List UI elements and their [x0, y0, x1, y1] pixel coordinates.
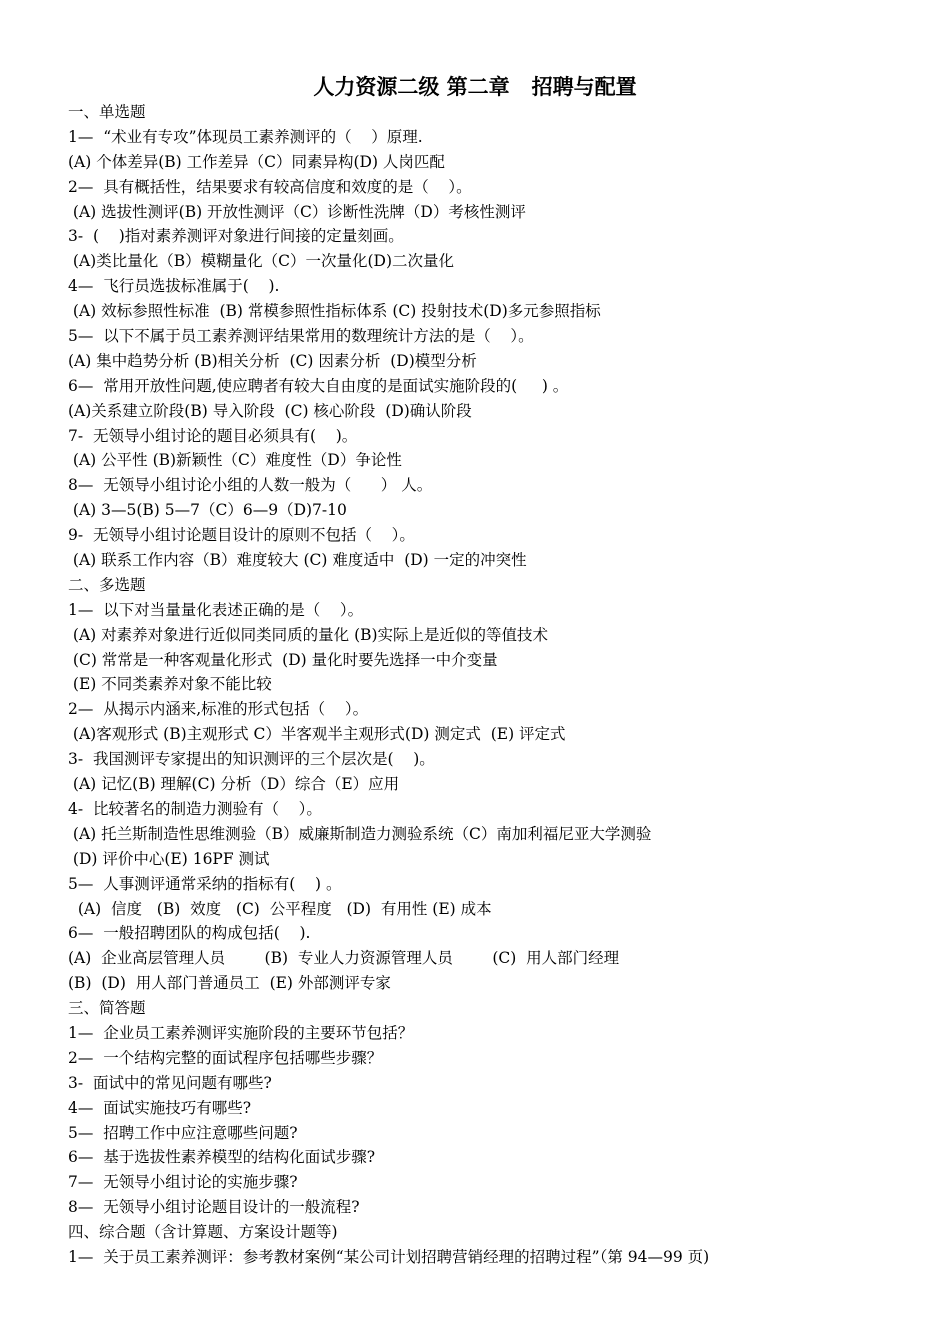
document-title: 人力资源二级 第二章 招聘与配置 [313, 75, 637, 99]
question-line: 5— 以下不属于员工素养测评结果常用的数理统计方法的是（ ）。 [68, 327, 534, 346]
question-line: 4— 飞行员选拔标准属于( ). [68, 277, 280, 296]
document-body [68, 100, 928, 1270]
question-line: 1— 企业员工素养测评实施阶段的主要环节包括？ [68, 1023, 414, 1042]
options-line: (A) 公平性 (B)新颖性（C）难度性（D）争论性 [68, 451, 402, 470]
options-line: (C) 常常是一种客观量化形式 (D) 量化时要先选择一中介变量 [68, 650, 498, 669]
question-line: 4- 比较著名的制造力测验有（ ）。 [68, 799, 322, 818]
options-line: (A) 个体差异(B) 工作差异（C）同素异构(D) 人岗匹配 [68, 152, 445, 171]
options-line: (A)类比量化（B）模糊量化（C）一次量化(D)二次量化 [68, 252, 454, 271]
question-line: 1— 关于员工素养测评：参考教材案例“某公司计划招聘营销经理的招聘过程”（第 94—99 页) [68, 1247, 710, 1266]
options-line: (E) 不同类素养对象不能比较 [68, 675, 272, 694]
section-heading: 二、多选题 [68, 575, 146, 594]
question-line: 6— 常用开放性问题,使应聘者有较大自由度的是面试实施阶段的( ) 。 [68, 376, 569, 395]
options-line: (A) 托兰斯制造性思维测验（B）威廉斯制造力测验系统（C）南加利福尼亚大学测验 [68, 824, 652, 843]
question-line: 8— 无领导小组讨论小组的人数一般为（ ） 人。 [68, 476, 433, 495]
options-line: (A) 选拔性测评(B) 开放性测评（C）诊断性洗牌（D）考核性测评 [68, 202, 526, 221]
options-line: (D) 评价中心(E) 16PF 测试 [68, 849, 270, 868]
options-line: (A) 效标参照性标准 (B) 常模参照性指标体系 (C) 投射技术(D)多元参照指标 [68, 302, 601, 321]
question-line: 3- ( )指对素养测评对象进行间接的定量刻画。 [68, 227, 404, 246]
question-line: 7- 无领导小组讨论的题目必须具有( )。 [68, 426, 358, 445]
question-line: 6— 基于选拔性素养模型的结构化面试步骤? [68, 1148, 376, 1167]
question-line: 5— 招聘工作中应注意哪些问题? [68, 1123, 298, 1142]
question-line: 7— 无领导小组讨论的实施步骤? [68, 1173, 298, 1192]
options-line: (A)客观形式 (B)主观形式 C）半客观半主观形式(D) 测定式 (E) 评定式 [68, 725, 566, 744]
options-line: (A) 3—5(B) 5—7（C）6—9（D)7-10 [68, 501, 347, 520]
question-line: 1— 以下对当量量化表述正确的是（ ）。 [68, 600, 364, 619]
question-line: 6— 一般招聘团队的构成包括( ). [68, 924, 311, 943]
question-line: 1— “术业有专攻”体现员工素养测评的（ ）原理. [68, 127, 423, 146]
options-line: (A) 联系工作内容（B）难度较大 (C) 难度适中 (D) 一定的冲突性 [68, 551, 527, 570]
question-line: 3- 面试中的常见问题有哪些? [68, 1073, 272, 1092]
question-line: 4— 面试实施技巧有哪些? [68, 1098, 252, 1117]
section-heading: 一、单选题 [68, 103, 146, 121]
options-line: (A) 企业高层管理人员 (B) 专业人力资源管理人员 (C) 用人部门经理 [68, 949, 620, 968]
options-line: (A) 信度 (B) 效度 (C) 公平程度 (D) 有用性 (E) 成本 [68, 899, 492, 918]
question-line: 9- 无领导小组讨论题目设计的原则不包括（ ）。 [68, 526, 415, 545]
options-line: (A) 记忆(B) 理解(C) 分析（D）综合（E）应用 [68, 775, 400, 794]
question-line: 5— 人事测评通常采纳的指标有( ) 。 [68, 874, 342, 893]
section-heading: 四、综合题（含计算题、方案设计题等) [68, 1223, 338, 1242]
question-line: 3- 我国测评专家提出的知识测评的三个层次是( )。 [68, 750, 435, 769]
section-heading: 三、简答题 [68, 999, 146, 1018]
options-line: (A) 对素养对象进行近似同类同质的量化 (B)实际上是近似的等值技术 [68, 625, 549, 644]
question-line: 2— 具有概括性，结果要求有较高信度和效度的是（ ）。 [68, 177, 472, 196]
options-line: (A)关系建立阶段(B) 导入阶段 (C) 核心阶段 (D)确认阶段 [68, 401, 472, 420]
question-line: 2— 一个结构完整的面试程序包括哪些步骤？ [68, 1048, 383, 1067]
question-line: 2— 从揭示内涵来,标准的形式包括（ ）。 [68, 700, 369, 719]
options-line: (A) 集中趋势分析 (B)相关分析 (C) 因素分析 (D)模型分析 [68, 351, 477, 370]
question-line: 8— 无领导小组讨论题目设计的一般流程? [68, 1198, 360, 1217]
options-line: (B) (D) 用人部门普通员工 (E) 外部测评专家 [68, 974, 391, 993]
